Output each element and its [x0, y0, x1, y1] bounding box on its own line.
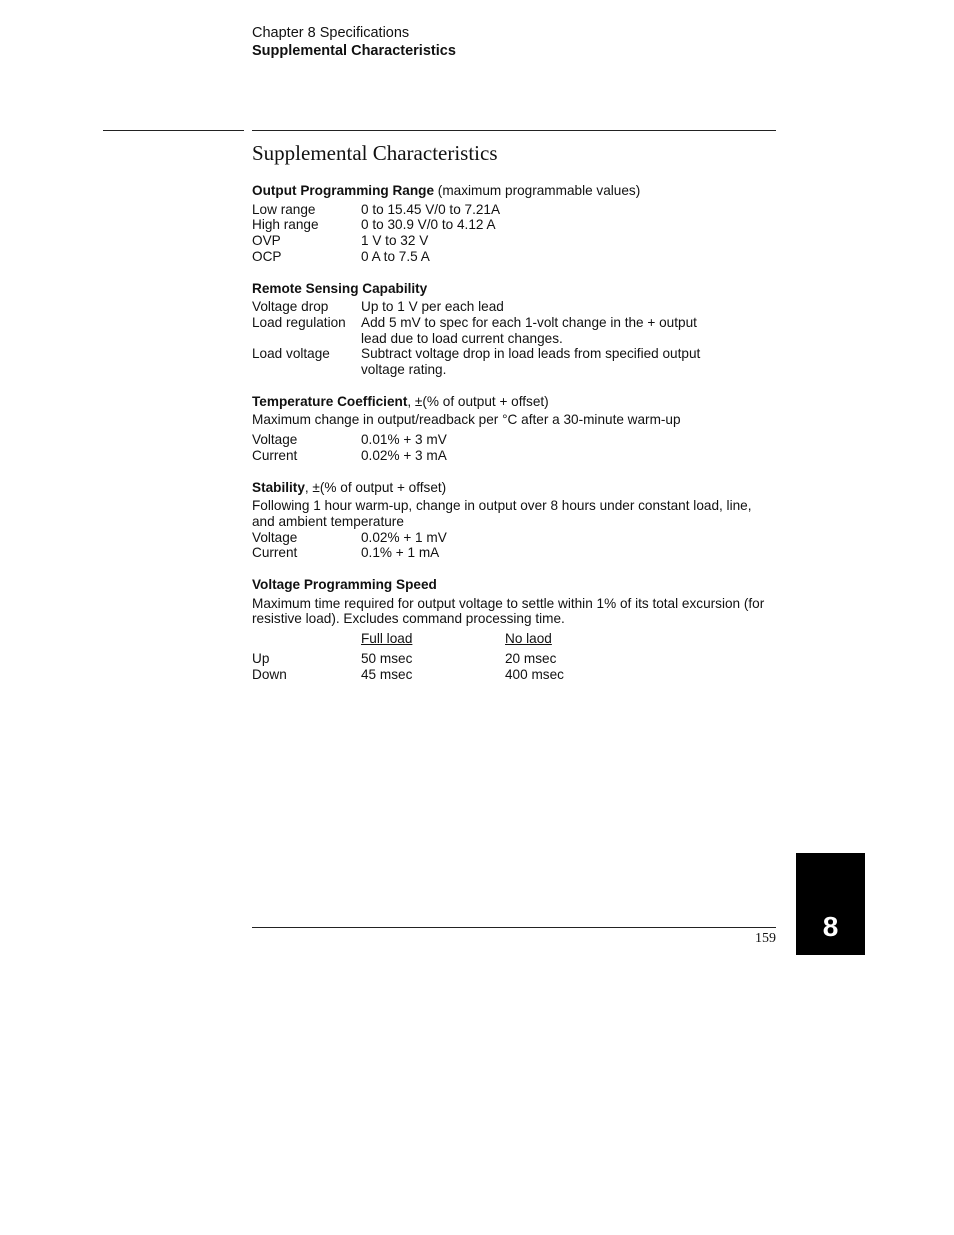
page-title: Supplemental Characteristics: [252, 141, 498, 165]
spec-row: Current 0.02% + 3 mA: [252, 447, 447, 463]
page-number: 159: [755, 931, 776, 946]
chapter-label: Chapter 8 Specifications: [252, 25, 410, 41]
remote-sensing-section: [252, 281, 776, 378]
stability-section: [252, 480, 776, 562]
output-programming-section: [252, 183, 776, 265]
chapter-tab: [796, 853, 865, 955]
section-label: Supplemental Characteristics: [252, 43, 456, 59]
title-rule-right: [252, 130, 776, 131]
chapter-tab-number: 8: [822, 911, 839, 942]
spec-row: Voltage 0.01% + 3 mV: [252, 432, 447, 448]
section-heading: Stability, ±(% of output + offset): [252, 479, 447, 495]
section-description: Following 1 hour warm-up, change in output over 8 hours under constant load, line, and ambient temperature: [252, 498, 752, 529]
spec-row: High range 0 to 30.9 V/0 to 4.12 A: [252, 217, 496, 233]
spec-row: Load voltage Subtract voltage drop in load leads from specified output voltage rating.: [252, 346, 701, 378]
speed-table-row: Down 45 msec 400 msec: [252, 666, 564, 682]
column-header-full-load: Full load: [361, 631, 413, 647]
spec-row: Low range 0 to 15.45 V/0 to 7.21A: [252, 201, 501, 217]
spec-row: Load regulation Add 5 mV to spec for each 1-volt change in the + output lead due to load current changes.: [252, 314, 697, 346]
spec-row: OCP 0 A to 7.5 A: [252, 248, 430, 264]
column-header-no-load: No laod: [505, 631, 552, 647]
section-heading: Temperature Coefficient, ±(% of output + offset): [252, 393, 549, 409]
temperature-coefficient-section: [252, 394, 776, 464]
programming-speed-section: [252, 577, 776, 682]
section-heading: Voltage Programming Speed: [252, 577, 437, 593]
section-description: Maximum time required for output voltage to settle within 1% of its total excursion (for resistive load). Excludes command processing time.: [252, 595, 765, 627]
section-heading: Output Programming Range (maximum programmable values): [252, 183, 641, 198]
speed-table-header: [252, 631, 776, 647]
footer-rule: [252, 927, 776, 928]
spec-row: Current 0.1% + 1 mA: [252, 545, 440, 561]
running-header: [252, 24, 456, 60]
spec-row: Voltage drop Up to 1 V per each lead: [252, 299, 504, 315]
spec-row: Voltage 0.02% + 1 mV: [252, 529, 447, 545]
speed-table-row: Up 50 msec 20 msec: [252, 650, 557, 666]
spec-content: [252, 183, 776, 682]
section-description: Maximum change in output/readback per °C after a 30-minute warm-up: [252, 412, 681, 428]
title-rule-left: [103, 130, 244, 131]
section-heading: Remote Sensing Capability: [252, 280, 428, 296]
spec-row: OVP 1 V to 32 V: [252, 233, 429, 249]
